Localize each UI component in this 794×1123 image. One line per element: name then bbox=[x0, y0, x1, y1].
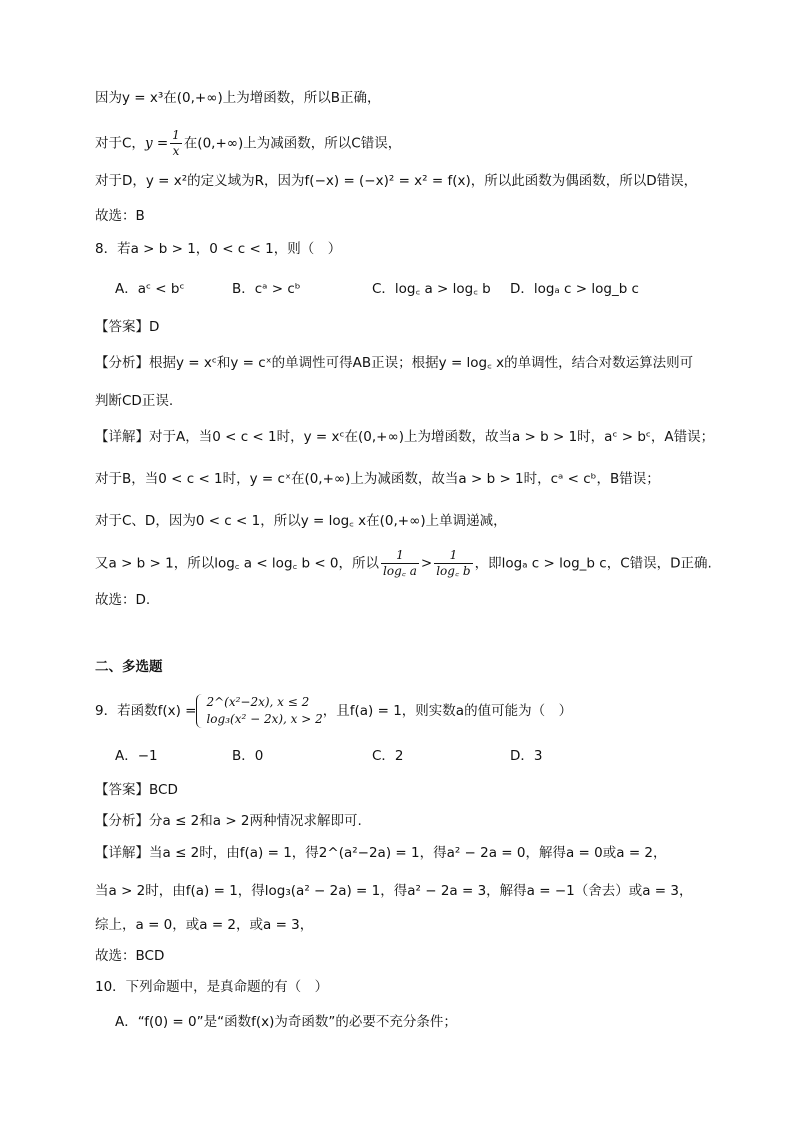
answer-tag: 【答案】 bbox=[95, 319, 149, 335]
section-heading: 二、多选题 bbox=[95, 659, 163, 675]
brace bbox=[196, 694, 205, 728]
text-line: 当a > 2时，由f(a) = 1，得log₃(a² − 2a) = 1，得a² − 2a = 3，解得a = −1（舍去）或a = 3， bbox=[95, 883, 693, 899]
fraction bbox=[434, 548, 472, 579]
answer-value: BCD bbox=[149, 782, 178, 798]
detail-line bbox=[95, 426, 714, 448]
detail-text: 当a ≤ 2时，由f(a) = 1，得2^(a²−2a) = 1，得a² − 2a = 0，解得a = 0或a = 2， bbox=[149, 845, 667, 861]
text-line: 对于D，y = x²的定义域为R，因为f(−x) = (−x)² = x² = f(x)，所以此函数为偶函数，所以D错误， bbox=[95, 173, 698, 189]
piecewise-function bbox=[196, 694, 322, 728]
text-line: 故选：D. bbox=[95, 592, 151, 608]
analysis-tag: 【分析】 bbox=[95, 355, 149, 371]
text-segment: 9．若函数f(x) = bbox=[95, 703, 197, 719]
text-segment: ，即logₐ c > log_b c，C错误，D正确. bbox=[474, 555, 712, 572]
detail-tag: 【详解】 bbox=[95, 429, 149, 445]
text-line: 综上，a = 0，或a = 2，或a = 3， bbox=[95, 917, 314, 933]
fraction-denominator: log꜀ a bbox=[383, 564, 417, 578]
question-10: 10．下列命题中，是真命题的有（ ） bbox=[95, 979, 329, 995]
detail-line bbox=[95, 842, 667, 864]
q8-option-d: D．logₐ c > log_b c bbox=[510, 281, 639, 297]
fraction bbox=[381, 548, 419, 579]
text-line: 因为y = x³在(0,+∞)上为增函数，所以B正确， bbox=[95, 90, 381, 106]
fraction bbox=[170, 128, 182, 159]
analysis-line bbox=[95, 352, 693, 374]
piecewise-row: 2^(x²−2x), x ≤ 2 bbox=[206, 695, 310, 709]
text-segment: 对于C， bbox=[95, 135, 145, 152]
fraction-denominator: x bbox=[172, 144, 180, 158]
fraction-numerator: 1 bbox=[434, 548, 472, 564]
greater-than: > bbox=[420, 555, 433, 572]
text-line bbox=[95, 548, 712, 579]
answer-value: D bbox=[149, 319, 160, 335]
text-line: 判断CD正误. bbox=[95, 393, 174, 409]
piecewise-row: log₃(x² − 2x), x > 2 bbox=[206, 712, 323, 726]
q8-option-c: C．log꜀ a > log꜀ b bbox=[372, 281, 491, 297]
question-8: 8．若a > b > 1，0 < c < 1，则（ ） bbox=[95, 241, 342, 257]
detail-text: 对于A，当0 < c < 1时，y = xᶜ在(0,+∞)上为增函数，故当a > b > 1时，aᶜ > bᶜ，A错误； bbox=[149, 429, 715, 445]
q8-option-b: B．cᵃ > cᵇ bbox=[232, 281, 301, 297]
text-line: 故选：B bbox=[95, 208, 145, 224]
text-line bbox=[95, 128, 401, 159]
text-segment: ，且f(a) = 1，则实数a的值可能为（ ） bbox=[322, 703, 573, 719]
fraction-numerator: 1 bbox=[172, 128, 180, 142]
analysis-text: 根据y = xᶜ和y = cˣ的单调性可得AB正误；根据y = log꜀ x的单调性，结合对数运算法则可 bbox=[149, 355, 694, 371]
text-line: 对于B，当0 < c < 1时，y = cˣ在(0,+∞)上为减函数，故当a > b > 1时，cᵃ < cᵇ，B错误； bbox=[95, 471, 660, 487]
q9-option-c: C．2 bbox=[372, 748, 404, 764]
math-lhs: y = bbox=[144, 135, 169, 152]
analysis-tag: 【分析】 bbox=[95, 813, 149, 829]
q9-option-b: B．0 bbox=[232, 748, 264, 764]
fraction-numerator: 1 bbox=[381, 548, 419, 564]
q10-option-a: A．“f(0) = 0”是“函数f(x)为奇函数”的必要不充分条件； bbox=[115, 1014, 457, 1030]
q9-option-a: A．−1 bbox=[115, 748, 158, 764]
answer-line bbox=[95, 779, 178, 801]
fraction-denominator: log꜀ b bbox=[436, 564, 471, 578]
text-segment: 又a > b > 1，所以log꜀ a < log꜀ b < 0，所以 bbox=[95, 555, 380, 572]
answer-line bbox=[95, 316, 159, 338]
analysis-line bbox=[95, 810, 362, 832]
text-segment: 在(0,+∞)上为减函数，所以C错误， bbox=[183, 135, 402, 152]
question-9 bbox=[95, 694, 572, 728]
answer-tag: 【答案】 bbox=[95, 782, 149, 798]
detail-tag: 【详解】 bbox=[95, 845, 149, 861]
q9-option-d: D．3 bbox=[510, 748, 543, 764]
analysis-text: 分a ≤ 2和a > 2两种情况求解即可. bbox=[149, 813, 362, 829]
q8-option-a: A．aᶜ < bᶜ bbox=[115, 281, 185, 297]
text-line: 故选：BCD bbox=[95, 948, 165, 964]
text-line: 对于C、D，因为0 < c < 1，所以y = log꜀ x在(0,+∞)上单调递减， bbox=[95, 513, 507, 529]
